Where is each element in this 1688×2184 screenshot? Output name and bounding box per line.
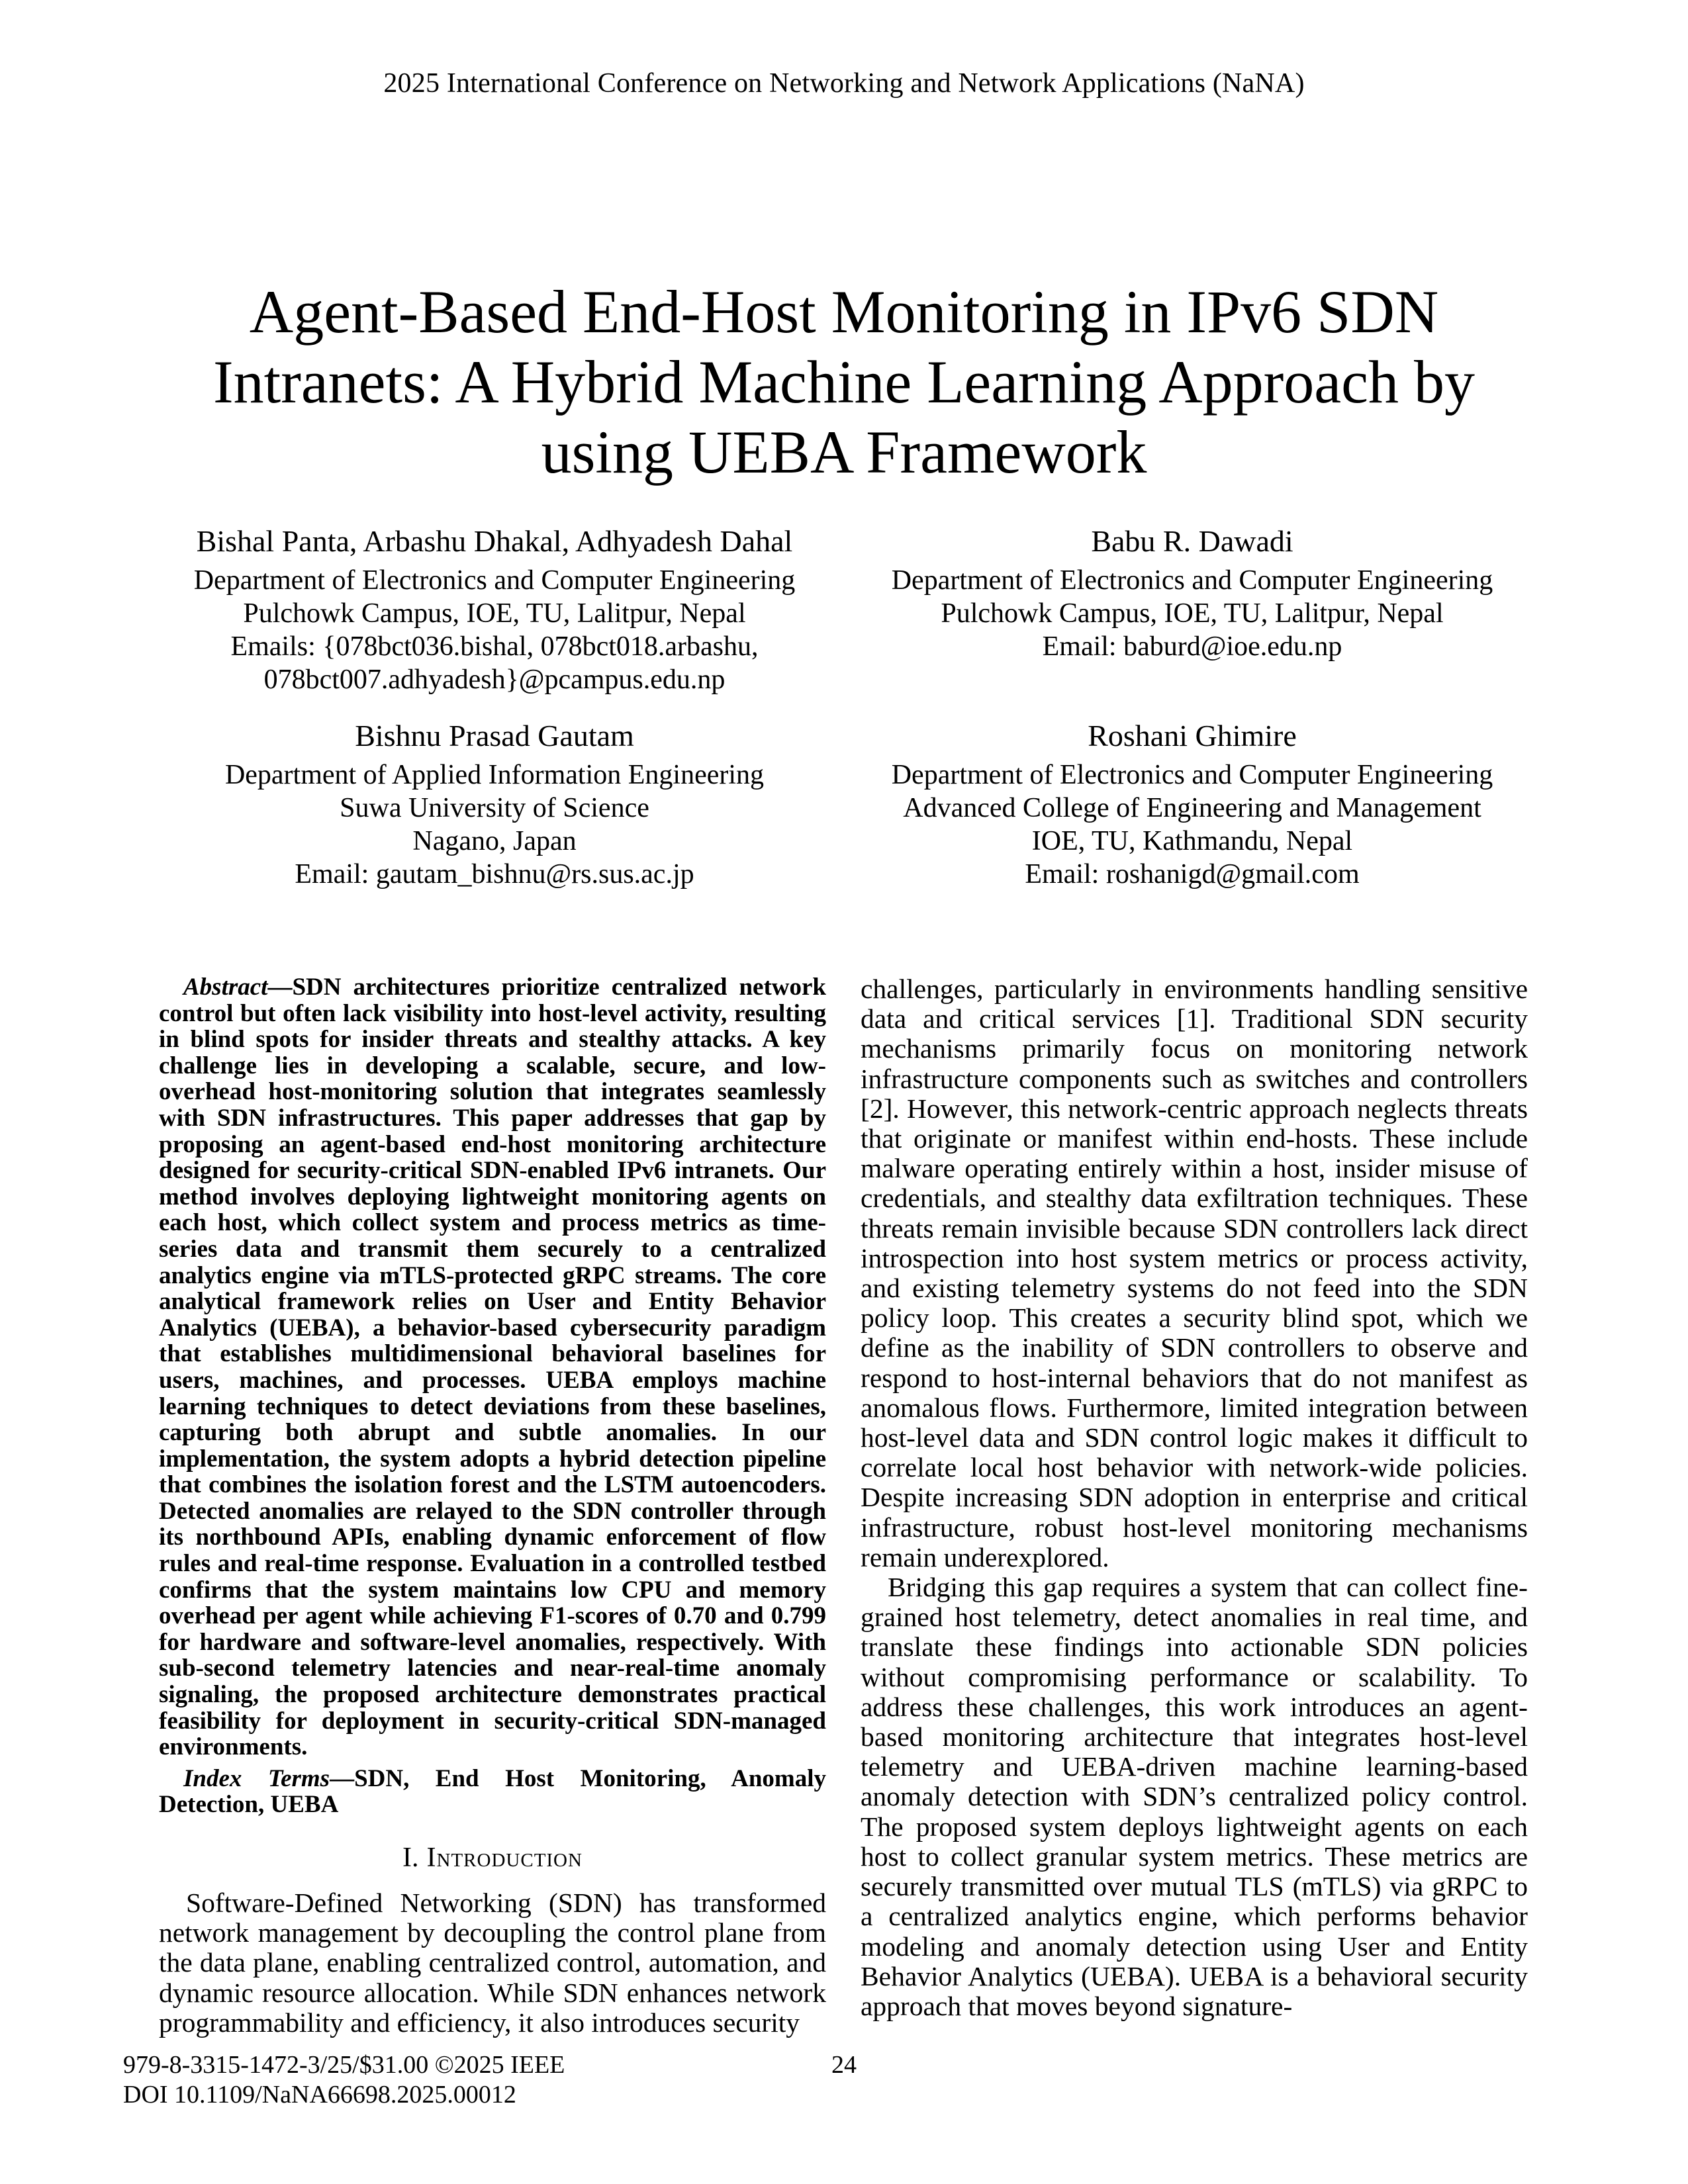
- left-column: [159, 974, 826, 2038]
- author-affiliation-line: Pulchowk Campus, IOE, TU, Lalitpur, Nepal: [243, 598, 746, 629]
- section-heading-introduction: [159, 1842, 826, 1874]
- author-affiliation-line: Nagano, Japan: [412, 826, 577, 856]
- author-name: Bishal Panta, Arbashu Dhakal, Adhyadesh Dahal: [196, 524, 793, 558]
- section-title: Introduction: [426, 1843, 583, 1873]
- author-affiliation-line: Email: roshanigd@gmail.com: [1025, 859, 1360, 889]
- author-affiliation-line: 078bct007.adhyadesh}@pcampus.edu.np: [263, 664, 726, 695]
- author-affiliation-line: Department of Applied Information Engineering: [224, 760, 765, 790]
- page-number: 24: [831, 2051, 857, 2079]
- author-name: Babu R. Dawadi: [1091, 524, 1293, 558]
- author-block: [857, 523, 1528, 696]
- author-name: Bishnu Prasad Gautam: [355, 719, 634, 752]
- author-blocks: [159, 523, 1528, 891]
- author-affiliation: [857, 758, 1528, 891]
- intro-paragraph-2: Bridging this gap requires a system that can collect fine-grained host telemetry, detect anomalies in real time, and translate these findings into actionable SDN policies without compromising performance or scalability. To address these challenges, this work introduces an agent-based monitoring architecture that integrates host-level telemetry and UEBA-driven machine learning-based anomaly detection with SDN’s centralized policy control. The proposed system deploys lightweight agents on each host to collect granular system metrics. These metrics are securely transmitted over mutual TLS (mTLS) via gRPC to a centralized analytics engine, which performs behavior modeling and anomaly detection using User and Entity Behavior Analytics (UEBA). UEBA is a behavioral security approach that moves beyond signature-: [861, 1572, 1528, 2021]
- abstract-paragraph: [159, 974, 826, 1760]
- index-terms-label: Index Terms: [183, 1764, 330, 1792]
- conference-header: 2025 International Conference on Networking and Network Applications (NaNA): [383, 68, 1305, 99]
- section-numeral: I.: [402, 1843, 419, 1873]
- author-affiliation-line: Emails: {078bct036.bishal, 078bct018.arbashu,: [230, 631, 759, 662]
- paper-title-line: Intranets: A Hybrid Machine Learning Approach by: [213, 348, 1475, 416]
- author-affiliation: [159, 758, 830, 891]
- author-affiliation-line: IOE, TU, Kathmandu, Nepal: [1031, 826, 1353, 856]
- paper-title-line: Agent-Based End-Host Monitoring in IPv6 SDN: [249, 278, 1439, 345]
- abstract-label: Abstract: [183, 974, 268, 1001]
- author-affiliation-line: Pulchowk Campus, IOE, TU, Lalitpur, Nepal: [941, 598, 1444, 629]
- footer-doi: DOI 10.1109/NaNA66698.2025.00012: [123, 2081, 516, 2109]
- author-block: [159, 523, 830, 696]
- paper-title-line: using UEBA Framework: [541, 418, 1147, 486]
- author-affiliation-line: Department of Electronics and Computer Engineering: [891, 565, 1493, 596]
- author-affiliation: [159, 564, 830, 696]
- author-block: [857, 717, 1528, 891]
- intro-paragraph-1: Software-Defined Networking (SDN) has transformed network management by decoupling the control plane from the data plane, enabling centralized control, automation, and dynamic resource allocation. While SDN enhances network programmability and efficiency, it also introduces security: [159, 1888, 826, 2038]
- author-block: [159, 717, 830, 891]
- author-affiliation-line: Department of Electronics and Computer Engineering: [193, 565, 796, 596]
- author-affiliation-line: Advanced College of Engineering and Management: [903, 793, 1481, 823]
- author-affiliation-line: Email: baburd@ioe.edu.np: [1042, 631, 1342, 662]
- author-affiliation-line: Email: gautam_bishnu@rs.sus.ac.jp: [295, 859, 694, 889]
- right-column: [861, 974, 1528, 2038]
- paper-title: [0, 277, 1688, 487]
- index-terms-text: —SDN, End Host Monitoring, Anomaly Detection, UEBA: [159, 1764, 827, 1819]
- two-column-body: [159, 974, 1528, 2038]
- author-name: Roshani Ghimire: [1088, 719, 1297, 752]
- abstract-text: —SDN architectures prioritize centralized network control but often lack visibility into host-level activity, resulting in blind spots for insider threats and stealthy attacks. A key challenge lies in developing a scalable, secure, and low-overhead host-monitoring solution that integrates seamlessly with SDN infrastructures. This paper addresses that gap by proposing an agent-based end-host monitoring architecture designed for security-critical SDN-enabled IPv6 intranets. Our method involves deploying lightweight monitoring agents on each host, which collect system and process metrics as time-series data and transmit them securely to a centralized analytics engine via mTLS-protected gRPC streams. The core analytical framework relies on User and Entity Behavior Analytics (UEBA), a behavior-based cybersecurity paradigm that establishes multidimensional behavioral baselines for users, machines, and processes. UEBA employs machine learning techniques to detect deviations from these baselines, capturing both abrupt and subtle anomalies. In our implementation, the system adopts a hybrid detection pipeline that combines the isolation forest and the LSTM autoencoders. Detected anomalies are relayed to the SDN controller through its northbound APIs, enabling dynamic enforcement of flow rules and real-time response. Evaluation in a controlled testbed confirms that the system maintains low CPU and memory overhead per agent while achieving F1-scores of 0.70 and 0.799 for hardware and software-level anomalies, respectively. With sub-second telemetry latencies and near-real-time anomaly signaling, the proposed architecture demonstrates practical feasibility for deployment in security-critical SDN-managed environments.: [159, 974, 826, 1761]
- author-affiliation-line: Suwa University of Science: [340, 793, 649, 823]
- index-terms-paragraph: [159, 1766, 826, 1818]
- intro-paragraph-1-continued: challenges, particularly in environments handling sensitive data and critical services [1]. Traditional SDN security mechanisms primarily focus on monitoring network infrastructure components such as switches and controllers [2]. However, this network-centric approach neglects threats that originate or manifest within end-hosts. These include malware operating entirely within a host, insider misuse of credentials, and stealthy data exfiltration techniques. These threats remain invisible because SDN controllers lack direct introspection into host system metrics or process activity, and existing telemetry systems do not feed into the SDN policy loop. This creates a security blind spot, which we define as the inability of SDN controllers to observe and respond to host-internal behaviors that do not manifest as anomalous flows. Furthermore, limited integration between host-level data and SDN control logic makes it difficult to correlate local host behavior with network-wide policies. Despite increasing SDN adoption in enterprise and critical infrastructure, robust host-level monitoring mechanisms remain underexplored.: [861, 974, 1528, 1572]
- author-affiliation-line: Department of Electronics and Computer Engineering: [891, 760, 1493, 790]
- footer-copyright: 979-8-3315-1472-3/25/$31.00 ©2025 IEEE: [123, 2051, 565, 2079]
- author-affiliation: [857, 564, 1528, 663]
